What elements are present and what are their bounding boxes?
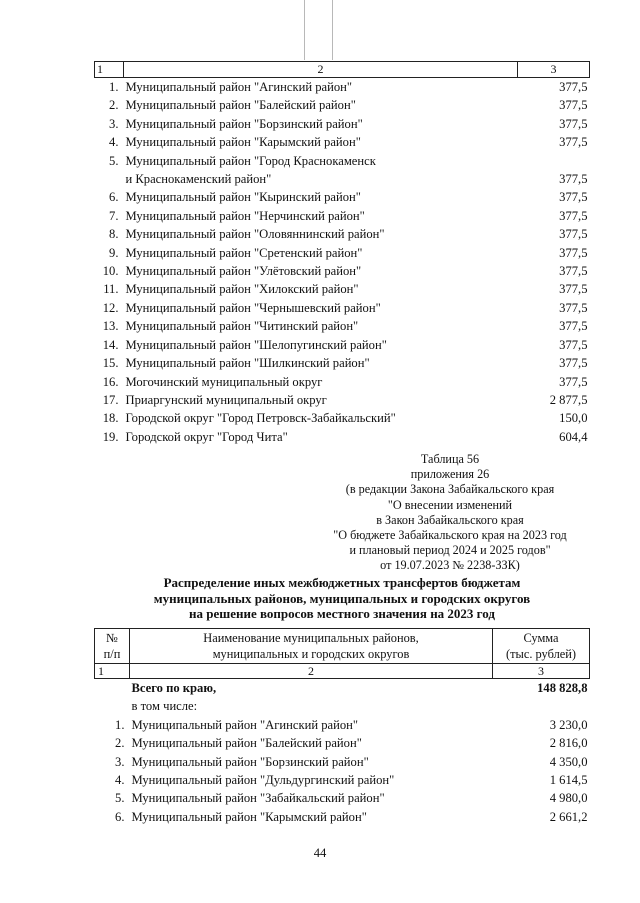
table-row: [95, 317, 590, 335]
row-value: 377,5: [559, 208, 588, 223]
row-name-line: Приаргунский муниципальный округ: [125, 392, 327, 407]
sub-label-row: [95, 697, 590, 715]
row-value: 3 230,0: [549, 717, 588, 732]
table-row: [95, 409, 590, 427]
row-number: 7.: [109, 208, 119, 223]
row-name: [124, 188, 518, 206]
row-name: [124, 96, 518, 114]
scan-artifact-line: [304, 0, 305, 60]
header-text: (тыс. рублей): [505, 647, 577, 661]
heading-line: Распределение иных межбюджетных трансфертов бюджетам: [163, 575, 521, 590]
row-name-line: Муниципальный район "Карымский район": [125, 135, 361, 150]
table-row: [95, 207, 590, 225]
table-row: [95, 225, 590, 243]
row-name-line: Муниципальный район "Борзинский район": [125, 116, 363, 131]
row-name: Муниципальный район "Дульдургинский район": [131, 773, 395, 788]
row-value: 377,5: [559, 80, 588, 94]
row-name: [124, 115, 518, 133]
total-row: [95, 679, 590, 698]
row-number: 4.: [115, 773, 125, 788]
header-cell: 2: [124, 62, 518, 78]
row-value: 377,5: [559, 227, 588, 242]
table-row: [95, 771, 590, 789]
row-number: 2.: [115, 736, 125, 751]
row-value: 377,5: [559, 337, 588, 352]
row-name: [124, 354, 518, 372]
row-number: 10.: [102, 264, 119, 279]
row-value: 377,5: [559, 319, 588, 334]
header-text: Сумма: [523, 631, 559, 645]
row-name-line: Муниципальный район "Шелопугинский район": [125, 337, 387, 352]
table-row: [95, 428, 590, 446]
table-row: [95, 152, 590, 189]
row-value: 377,5: [559, 300, 588, 315]
section-heading: [94, 575, 590, 622]
row-number: 17.: [102, 392, 119, 407]
row-name-line: и Краснокаменский район": [125, 172, 272, 187]
row-value: 377,5: [559, 135, 588, 150]
transfers-table-continued: [94, 61, 590, 446]
row-name: Муниципальный район "Агинский район": [131, 717, 359, 732]
row-name: [124, 373, 518, 391]
row-value: 377,5: [559, 374, 588, 389]
row-number: 1.: [115, 717, 125, 732]
header-cell: 1: [95, 62, 124, 78]
row-name: Муниципальный район "Балейский район": [131, 736, 362, 751]
row-name: [124, 133, 518, 151]
row-name-line: Муниципальный район "Улётовский район": [125, 264, 362, 279]
row-name: [124, 299, 518, 317]
row-number: 8.: [109, 227, 119, 242]
table-row: [95, 789, 590, 807]
total-value: 148 828,8: [537, 681, 588, 695]
row-value: 4 980,0: [549, 791, 588, 806]
row-value: 4 350,0: [549, 754, 588, 769]
row-number: 11.: [103, 282, 119, 297]
row-name: [124, 280, 518, 298]
row-number: 6.: [109, 190, 119, 205]
row-name-line: Муниципальный район "Балейский район": [125, 98, 356, 113]
row-name: [124, 244, 518, 262]
row-value: 377,5: [559, 190, 588, 205]
row-name: Муниципальный район "Борзинский район": [131, 754, 369, 769]
row-name: [124, 78, 518, 97]
row-number: 19.: [102, 429, 119, 444]
row-name: [124, 152, 518, 189]
table-row: [95, 808, 590, 826]
row-number: 18.: [102, 411, 119, 426]
row-value: 377,5: [559, 98, 588, 113]
row-number: 6.: [115, 809, 125, 824]
table-row: [95, 734, 590, 752]
row-number: 1.: [109, 80, 119, 94]
header-text: Наименование муниципальных районов,: [203, 631, 419, 645]
row-value: 2 661,2: [549, 809, 588, 824]
transfers-table: [94, 628, 590, 826]
table-row: [95, 115, 590, 133]
row-name: [124, 391, 518, 409]
header-cell-name: [130, 629, 493, 664]
row-name: [124, 409, 518, 427]
caption-line: от 19.07.2023 № 2238-ЗЗК): [380, 558, 520, 573]
row-name-line: Муниципальный район "Нерчинский район": [125, 208, 365, 223]
index-cell: 2: [130, 664, 493, 679]
caption-line: Таблица 56: [420, 452, 480, 466]
row-number: 9.: [109, 245, 119, 260]
header-cell: 3: [518, 62, 590, 78]
row-number: 5.: [115, 791, 125, 806]
row-value: 150,0: [559, 411, 588, 426]
row-name: [124, 207, 518, 225]
caption-line: "О бюджете Забайкальского края на 2023 год: [333, 528, 567, 543]
row-name: Муниципальный район "Забайкальский район": [131, 791, 385, 806]
page-number: 44: [313, 846, 327, 860]
header-text: муниципальных и городских округов: [212, 647, 410, 661]
row-name: [124, 225, 518, 243]
row-value: 377,5: [559, 264, 588, 279]
table-row: [95, 753, 590, 771]
row-name-line: Муниципальный район "Кыринский район": [125, 190, 361, 205]
row-number: 4.: [109, 135, 119, 150]
row-name-line: Муниципальный район "Чернышевский район": [125, 300, 381, 315]
header-cell-number: [95, 629, 130, 664]
caption-line: приложения 26: [410, 467, 490, 482]
table-header-row: [95, 62, 590, 78]
row-number: 5.: [109, 153, 119, 168]
row-value: 2 816,0: [549, 736, 588, 751]
total-label: Всего по краю,: [131, 681, 217, 695]
table-index-row: [95, 664, 590, 679]
scan-artifact-line: [332, 0, 333, 60]
row-name-line: Муниципальный район "Читинский район": [125, 319, 359, 334]
index-cell: 1: [95, 664, 130, 679]
table-row: [95, 133, 590, 151]
table-row: [95, 78, 590, 97]
row-value: 377,5: [559, 172, 588, 187]
table-caption: [300, 452, 600, 574]
row-value: 377,5: [559, 282, 588, 297]
header-text: п/п: [103, 647, 121, 661]
caption-line: и плановый период 2024 и 2025 годов": [349, 543, 551, 558]
row-name-line: Городской округ "Город Петровск-Забайкальский": [125, 411, 396, 426]
table-header-row: [95, 629, 590, 664]
heading-line: на решение вопросов местного значения на 2023 год: [189, 606, 495, 621]
index-cell: 3: [493, 664, 590, 679]
table-row: [95, 354, 590, 372]
header-text: №: [106, 631, 118, 645]
row-value: 377,5: [559, 356, 588, 371]
table-row: [95, 188, 590, 206]
row-value: 377,5: [559, 245, 588, 260]
table-row: [95, 262, 590, 280]
row-number: 3.: [115, 754, 125, 769]
row-number: 14.: [102, 337, 119, 352]
row-name-line: Муниципальный район "Город Краснокаменск: [125, 153, 376, 168]
caption-line: (в редакции Закона Забайкальского края: [345, 482, 555, 497]
caption-line: в Закон Забайкальского края: [376, 512, 524, 527]
row-value: 377,5: [559, 116, 588, 131]
row-value: 604,4: [559, 429, 588, 444]
row-number: 3.: [109, 116, 119, 131]
row-name-line: Муниципальный район "Хилокский район": [125, 282, 359, 297]
row-name-line: Муниципальный район "Агинский район": [125, 80, 353, 94]
caption-line: "О внесении изменений: [387, 497, 513, 512]
table-row: [95, 336, 590, 354]
row-name: Муниципальный район "Карымский район": [131, 809, 367, 824]
row-name: [124, 428, 518, 446]
table-row: [95, 299, 590, 317]
sub-label: в том числе:: [131, 699, 198, 714]
header-cell-sum: [493, 629, 590, 664]
row-name-line: Могочинский муниципальный округ: [125, 374, 323, 389]
row-name-line: Муниципальный район "Оловяннинский район": [125, 227, 385, 242]
row-name-line: Городской округ "Город Чита": [125, 429, 288, 444]
row-name-line: Муниципальный район "Шилкинский район": [125, 356, 370, 371]
table-row: [95, 391, 590, 409]
table-row: [95, 373, 590, 391]
table-row: [95, 280, 590, 298]
row-number: 2.: [109, 98, 119, 113]
table-row: [95, 244, 590, 262]
row-value: 1 614,5: [549, 773, 588, 788]
heading-line: муниципальных районов, муниципальных и городских округов: [153, 590, 531, 606]
table-row: [95, 716, 590, 734]
row-number: 16.: [102, 374, 119, 389]
row-name-line: Муниципальный район "Сретенский район": [125, 245, 363, 260]
row-name: [124, 336, 518, 354]
row-value: 2 877,5: [549, 392, 588, 407]
row-name: [124, 262, 518, 280]
row-number: 15.: [102, 356, 119, 371]
table-row: [95, 96, 590, 114]
row-name: [124, 317, 518, 335]
row-number: 13.: [102, 319, 119, 334]
row-number: 12.: [102, 300, 119, 315]
